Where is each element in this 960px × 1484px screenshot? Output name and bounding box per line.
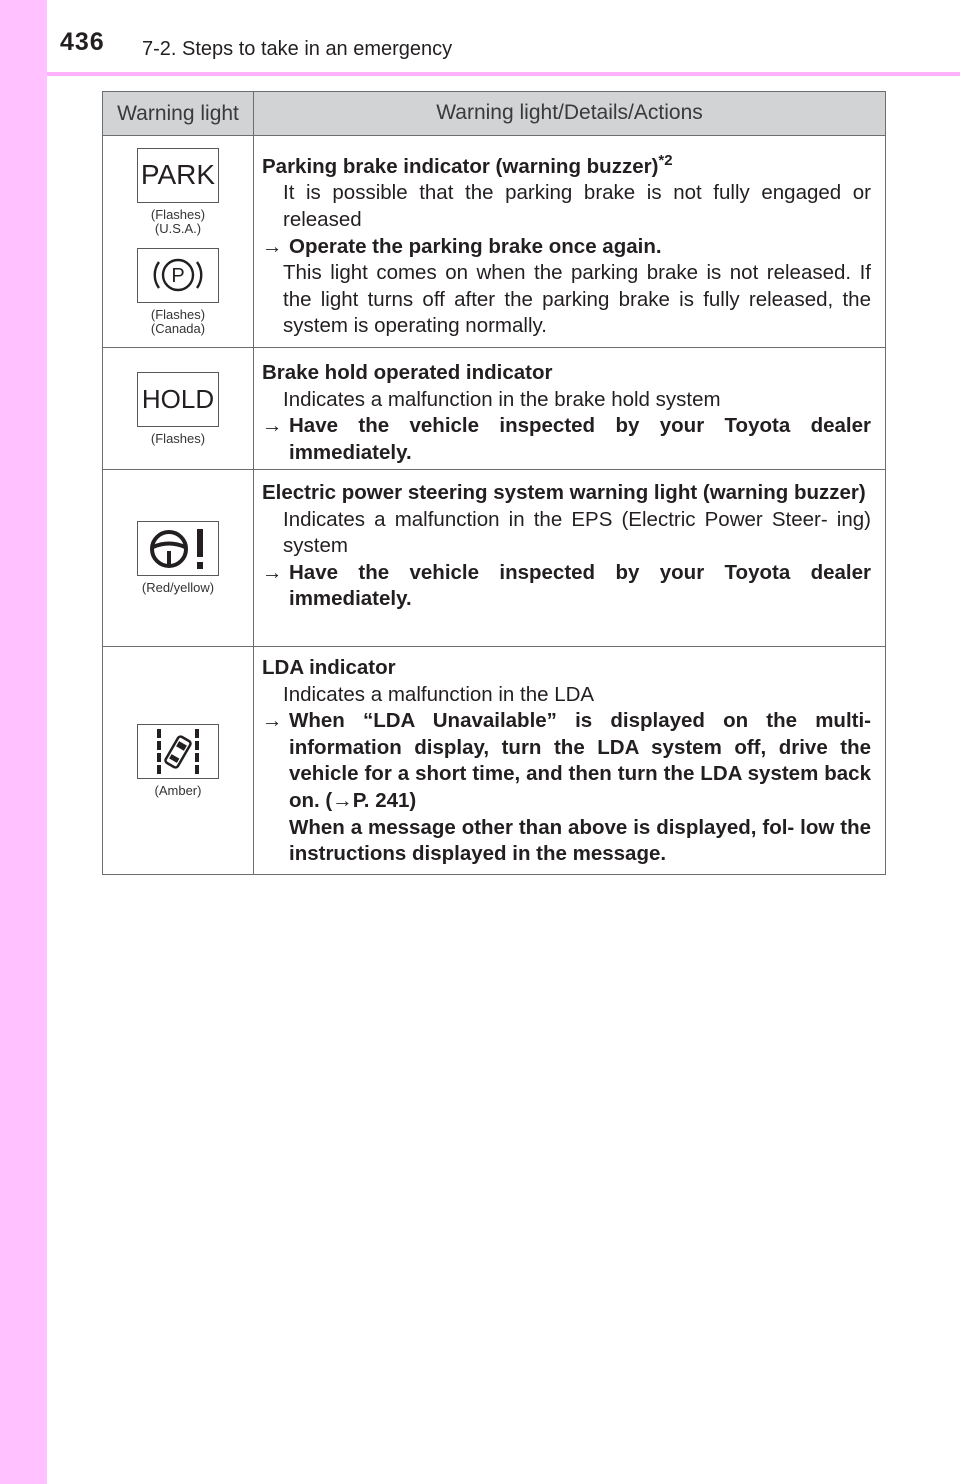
action-continuation — [262, 815, 871, 868]
column-header-details: Warning light/Details/Actions — [436, 101, 703, 125]
row-title-text: Parking brake indicator (warning buzzer) — [262, 154, 659, 178]
icon-caption-line: (Red/yellow) — [141, 580, 215, 595]
action-line — [262, 413, 871, 466]
detail-text: Indicates a malfunction in the LDA — [283, 682, 595, 706]
table-header-row — [103, 92, 885, 135]
row-title: Brake hold operated indicator — [262, 361, 553, 384]
lane-departure-icon — [137, 724, 219, 779]
page-ref-arrow: → — [332, 788, 353, 812]
hold-text-icon — [137, 372, 219, 427]
row-title: LDA indicator — [262, 656, 396, 679]
icon-caption — [151, 308, 205, 336]
details-cell — [254, 348, 885, 469]
icon-caption — [155, 784, 202, 798]
arrow-icon: → — [262, 414, 283, 438]
detail-text: This light comes on when the parking brake is not released. If the light turns off after the parking brake is fully released, the system is operating normally. — [283, 261, 871, 338]
park-icon-label: PARK — [140, 159, 216, 190]
icon-caption — [151, 208, 205, 236]
action-text-main: When “LDA Unavailable” is displayed on the multi- information display, turn the LDA system off, drive the vehicle for a short time, and then turn the LDA system back on. ( — [289, 709, 871, 812]
icon-caption-line: (U.S.A.) — [154, 220, 202, 236]
action-line — [262, 708, 871, 814]
detail-text: Indicates a malfunction in the EPS (Electric Power Steer- ing) system — [283, 507, 871, 558]
icon-caption-line: (Flashes) — [150, 206, 206, 222]
warning-light-cell — [103, 470, 254, 646]
arrow-icon: → — [262, 234, 283, 258]
side-color-bar — [0, 0, 47, 1484]
table-row — [103, 135, 885, 347]
circle-p-icon — [137, 248, 219, 303]
row-title: Electric power steering system warning light (warning buzzer) — [262, 481, 866, 504]
arrow-spacer — [262, 815, 289, 868]
action-text: Have the vehicle inspected by your Toyota dealer immediately. — [289, 560, 871, 611]
circle-p-letter: P — [171, 265, 185, 287]
table-row — [103, 469, 885, 646]
icon-caption-line: (Flashes) — [150, 306, 206, 322]
action-line — [262, 560, 871, 613]
action-text: When a message other than above is displayed, fol- low the instructions displayed in the message. — [289, 815, 871, 866]
icon-caption — [142, 581, 214, 595]
warning-light-table — [102, 91, 886, 875]
details-cell — [254, 136, 885, 347]
detail-text: It is possible that the parking brake is not fully engaged or released — [283, 181, 871, 232]
arrow-icon: → — [262, 709, 283, 733]
action-line — [262, 234, 871, 261]
icon-caption-line: (Flashes) — [150, 430, 206, 446]
park-text-icon — [137, 148, 219, 203]
details-cell — [254, 647, 885, 874]
hold-icon-label: HOLD — [141, 383, 215, 414]
action-text: Have the vehicle inspected by your Toyota dealer immediately. — [289, 414, 871, 464]
icon-caption-line: (Amber) — [154, 782, 202, 798]
arrow-icon: → — [262, 560, 283, 584]
details-cell — [254, 470, 885, 646]
column-header-warning-light: Warning light — [103, 92, 254, 135]
warning-light-cell — [103, 136, 254, 347]
warning-light-cell — [103, 348, 254, 469]
footnote-mark: *2 — [658, 152, 673, 169]
row-title — [262, 148, 871, 180]
steering-wheel-exclamation-icon — [137, 521, 219, 576]
action-text — [289, 708, 871, 814]
table-row — [103, 646, 885, 874]
warning-light-cell — [103, 647, 254, 874]
detail-text: Indicates a malfunction in the brake hold system — [283, 387, 721, 411]
page-number: 436 — [60, 28, 105, 56]
icon-caption-line: (Canada) — [150, 320, 206, 336]
page-reference-link[interactable]: P. 241) — [352, 788, 417, 812]
section-title: 7-2. Steps to take in an emergency — [142, 38, 453, 60]
table-row — [103, 347, 885, 469]
icon-caption — [151, 432, 205, 446]
header-rule — [47, 72, 960, 76]
action-text: Operate the parking brake once again. — [289, 234, 662, 258]
